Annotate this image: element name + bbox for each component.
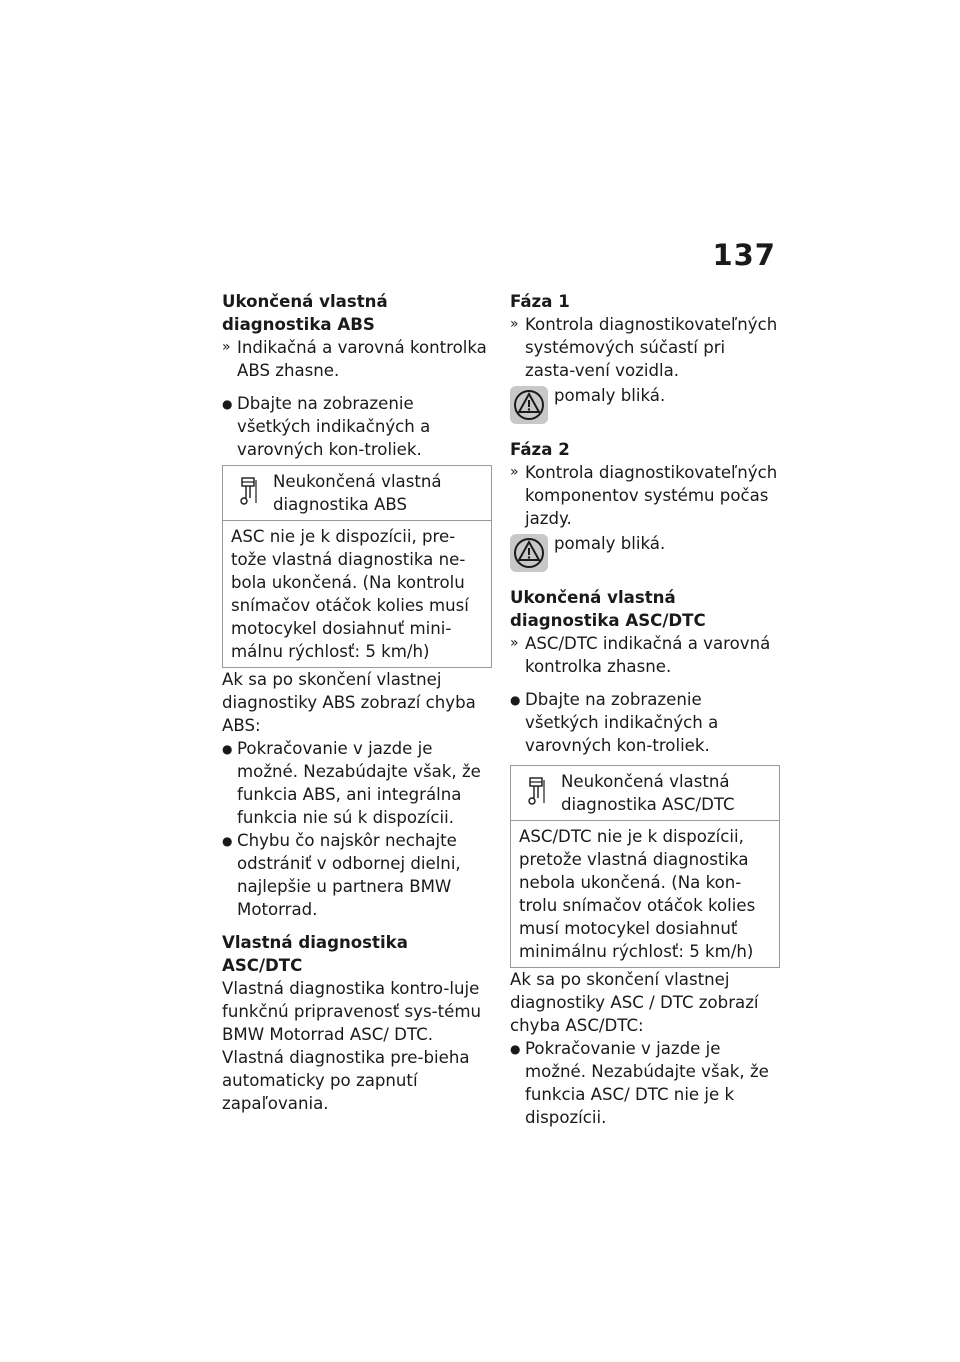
phase1-text: Kontrola diagnostikovateľných systémových súčastí pri zasta-vení vozidla. — [525, 315, 778, 380]
asc-note-body: ASC/DTC nie je k dispozícii, pretože vlastná diagnostika nebola ukončená. (Na kon-trolu snímačov otáčok kolies musí motocykel dosiahnuť minimálnu rýchlosť: 5 km/h) — [511, 820, 779, 967]
phase1-heading: Fáza 1 — [510, 292, 570, 311]
bullet-marker: ● — [510, 1042, 521, 1056]
abs-error-bullet-text: Pokračovanie v jazde je možné. Nezabúdajte však, že funkcia ABS, ani integrálna funkcia nie sú k dispozícii. — [237, 739, 481, 827]
right-column — [510, 290, 780, 1129]
abs-error-bullet-text: Chybu čo najskôr nechajte odstrániť v odbornej dielni, najlepšie u partnera BMW Motorrad. — [237, 831, 461, 919]
asc-bullet-item — [510, 688, 780, 757]
page-number: 137 — [712, 238, 776, 272]
abs-note-title: Neukončená vlastná diagnostika ABS — [273, 472, 442, 514]
phase2-warn-text: pomaly bliká. — [554, 534, 666, 553]
asc-result-item — [510, 632, 780, 678]
abs-done-heading: Ukončená vlastná diagnostika ABS — [222, 292, 388, 334]
arrow-marker: » — [510, 316, 519, 332]
asc-self-text: Vlastná diagnostika kontro-luje funkčnú pripravenosť sys-tému BMW Motorrad ASC/ DTC. Vlastná diagnostika pre-bieha automaticky po zapnutí zapaľovania. — [222, 979, 482, 1113]
motorcycle-service-icon — [237, 476, 259, 512]
phase1-warning — [510, 384, 780, 428]
bullet-marker: ● — [222, 397, 233, 411]
abs-result-item — [222, 336, 492, 382]
asc-done-heading: Ukončená vlastná diagnostika ASC/DTC — [510, 588, 706, 630]
abs-bullet-item — [222, 392, 492, 461]
asc-error-bullet-text: Pokračovanie v jazde je možné. Nezabúdajte však, že funkcia ASC/ DTC nie je k dispozícii. — [525, 1039, 769, 1127]
bullet-marker: ● — [222, 834, 233, 848]
asc-warning-light-icon — [510, 534, 548, 578]
abs-note-box — [222, 465, 492, 668]
asc-error-intro: Ak sa po skončení vlastnej diagnostiky ASC / DTC zobrazí chyba ASC/DTC: — [510, 970, 759, 1035]
asc-result-text: ASC/DTC indikačná a varovná kontrolka zhasne. — [525, 634, 771, 676]
asc-warning-light-icon — [510, 386, 548, 430]
phase2-text: Kontrola diagnostikovateľných komponentov systému počas jazdy. — [525, 463, 778, 528]
asc-self-heading: Vlastná diagnostika ASC/DTC — [222, 933, 408, 975]
arrow-marker: » — [222, 339, 231, 355]
abs-error-bullet — [222, 829, 492, 921]
asc-note-box — [510, 765, 780, 968]
asc-error-bullet — [510, 1037, 780, 1129]
arrow-marker: » — [510, 635, 519, 651]
abs-error-intro: Ak sa po skončení vlastnej diagnostiky ABS zobrazí chyba ABS: — [222, 670, 476, 735]
phase2-item — [510, 461, 780, 530]
abs-error-bullet — [222, 737, 492, 829]
asc-bullet-text: Dbajte na zobrazenie všetkých indikačných a varovných kon-troliek. — [525, 690, 719, 755]
abs-note-body: ASC nie je k dispozícii, pre-tože vlastná diagnostika ne-bola ukončená. (Na kontrolu snímačov otáčok kolies musí motocykel dosiahnuť mini-málnu rýchlosť: 5 km/h) — [223, 520, 491, 667]
abs-result-text: Indikačná a varovná kontrolka ABS zhasne. — [237, 338, 487, 380]
abs-bullet-text: Dbajte na zobrazenie všetkých indikačných a varovných kon-troliek. — [237, 394, 431, 459]
abs-note-head — [223, 466, 491, 520]
arrow-marker: » — [510, 464, 519, 480]
phase1-item — [510, 313, 780, 382]
motorcycle-service-icon — [525, 776, 547, 812]
phase1-warn-text: pomaly bliká. — [554, 386, 666, 405]
bullet-marker: ● — [510, 693, 521, 707]
left-column — [222, 290, 492, 1115]
asc-note-title: Neukončená vlastná diagnostika ASC/DTC — [561, 772, 735, 814]
bullet-marker: ● — [222, 742, 233, 756]
phase2-heading: Fáza 2 — [510, 440, 570, 459]
asc-note-head — [511, 766, 779, 820]
phase2-warning — [510, 532, 780, 576]
